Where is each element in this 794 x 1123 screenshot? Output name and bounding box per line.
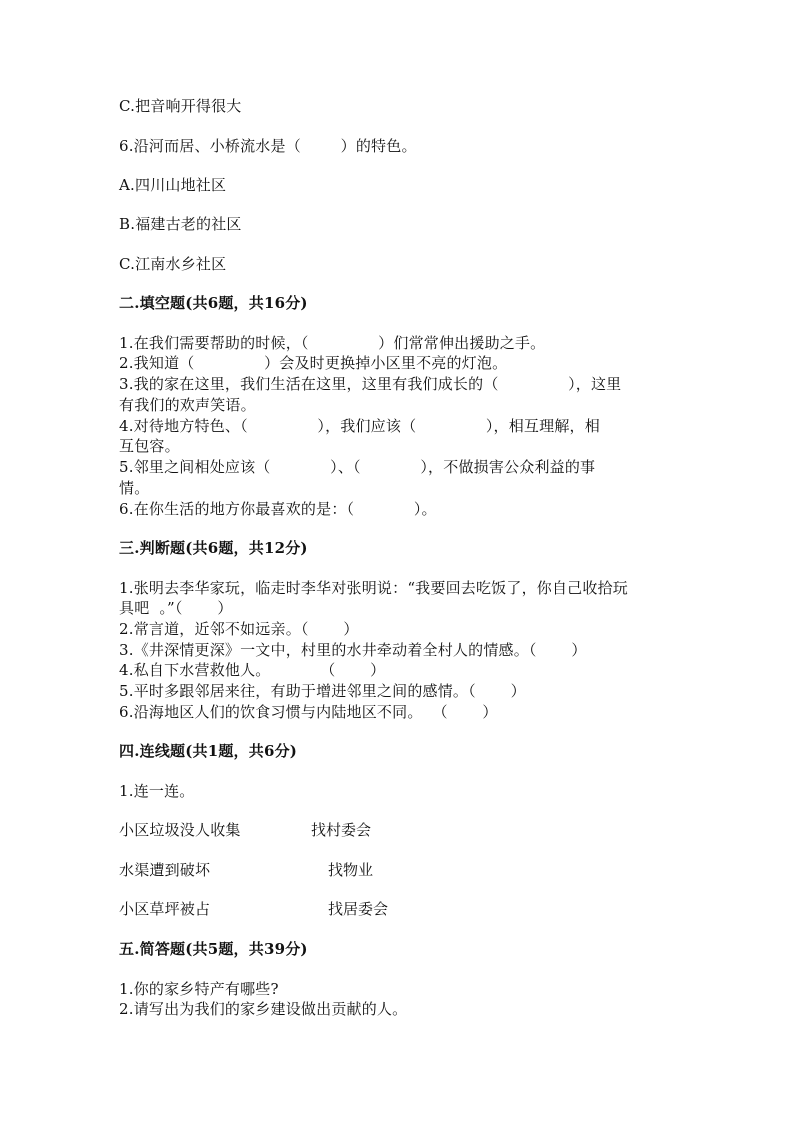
section-heading-fill-blank: 二.填空题(共6题，共16分): [119, 294, 308, 312]
true-false-line: 6.沿海地区人们的饮食习惯与内陆地区不同。 （ ）: [119, 703, 498, 721]
true-false-line: 2.常言道，近邻不如远亲。（ ）: [119, 620, 359, 638]
fill-blank-line: 6.在你生活的地方你最喜欢的是：（ ）。: [119, 500, 437, 518]
section-heading-true-false: 三.判断题(共6题，共12分): [119, 539, 308, 557]
true-false-line: 4.私自下水营救他人。 （ ）: [119, 661, 386, 679]
fill-blank-line: 1.在我们需要帮助的时候，（ ）们常常伸出援助之手。: [119, 334, 546, 352]
matching-left-item: 小区垃圾没人收集: [119, 821, 241, 839]
q6-option-c: C.江南水乡社区: [119, 255, 227, 273]
fill-blank-line: 有我们的欢声笑语。: [119, 396, 256, 414]
true-false-line: 5.平时多跟邻居来往，有助于增进邻里之间的感情。（ ）: [119, 682, 526, 700]
fill-blank-line: 互包容。: [119, 437, 180, 455]
fill-blank-line: 4.对待地方特色、（ ），我们应该（ ），相互理解，相: [119, 417, 600, 435]
fill-blank-line: 5.邻里之间相处应该（ ）、（ ），不做损害公众利益的事: [119, 458, 596, 476]
q6-option-a: A.四川山地社区: [119, 176, 227, 194]
fill-blank-line: 3.我的家在这里，我们生活在这里，这里有我们成长的（ ），这里: [119, 375, 622, 393]
fill-blank-line: 2.我知道（ ）会及时更换掉小区里不亮的灯泡。: [119, 354, 508, 372]
matching-right-item: 找村委会: [311, 821, 372, 839]
fill-blank-line: 情。: [119, 479, 150, 497]
matching-stem: 1.连一连。: [119, 782, 195, 800]
q6-stem: 6.沿河而居、小桥流水是（ ）的特色。: [119, 137, 417, 155]
section-heading-short-answer: 五.简答题(共5题，共39分): [119, 940, 308, 958]
short-answer-line: 2.请写出为我们的家乡建设做出贡献的人。: [119, 1000, 408, 1018]
q5-option-c: C.把音响开得很大: [119, 97, 242, 115]
section-heading-matching: 四.连线题(共1题，共6分): [119, 742, 298, 760]
true-false-line: 3.《井深情更深》一文中，村里的水井牵动着全村人的情感。（ ）: [119, 641, 587, 659]
true-false-line: 1.张明去李华家玩，临走时李华对张明说：“我要回去吃饭了，你自己收拾玩: [119, 579, 628, 597]
short-answer-line: 1.你的家乡特产有哪些?: [119, 980, 279, 998]
true-false-line: 具吧 。”（ ）: [119, 599, 233, 617]
matching-right-item: 找物业: [328, 861, 374, 879]
q6-option-b: B.福建古老的社区: [119, 215, 242, 233]
matching-left-item: 水渠遭到破坏: [119, 861, 211, 879]
matching-left-item: 小区草坪被占: [119, 900, 211, 918]
matching-right-item: 找居委会: [328, 900, 389, 918]
